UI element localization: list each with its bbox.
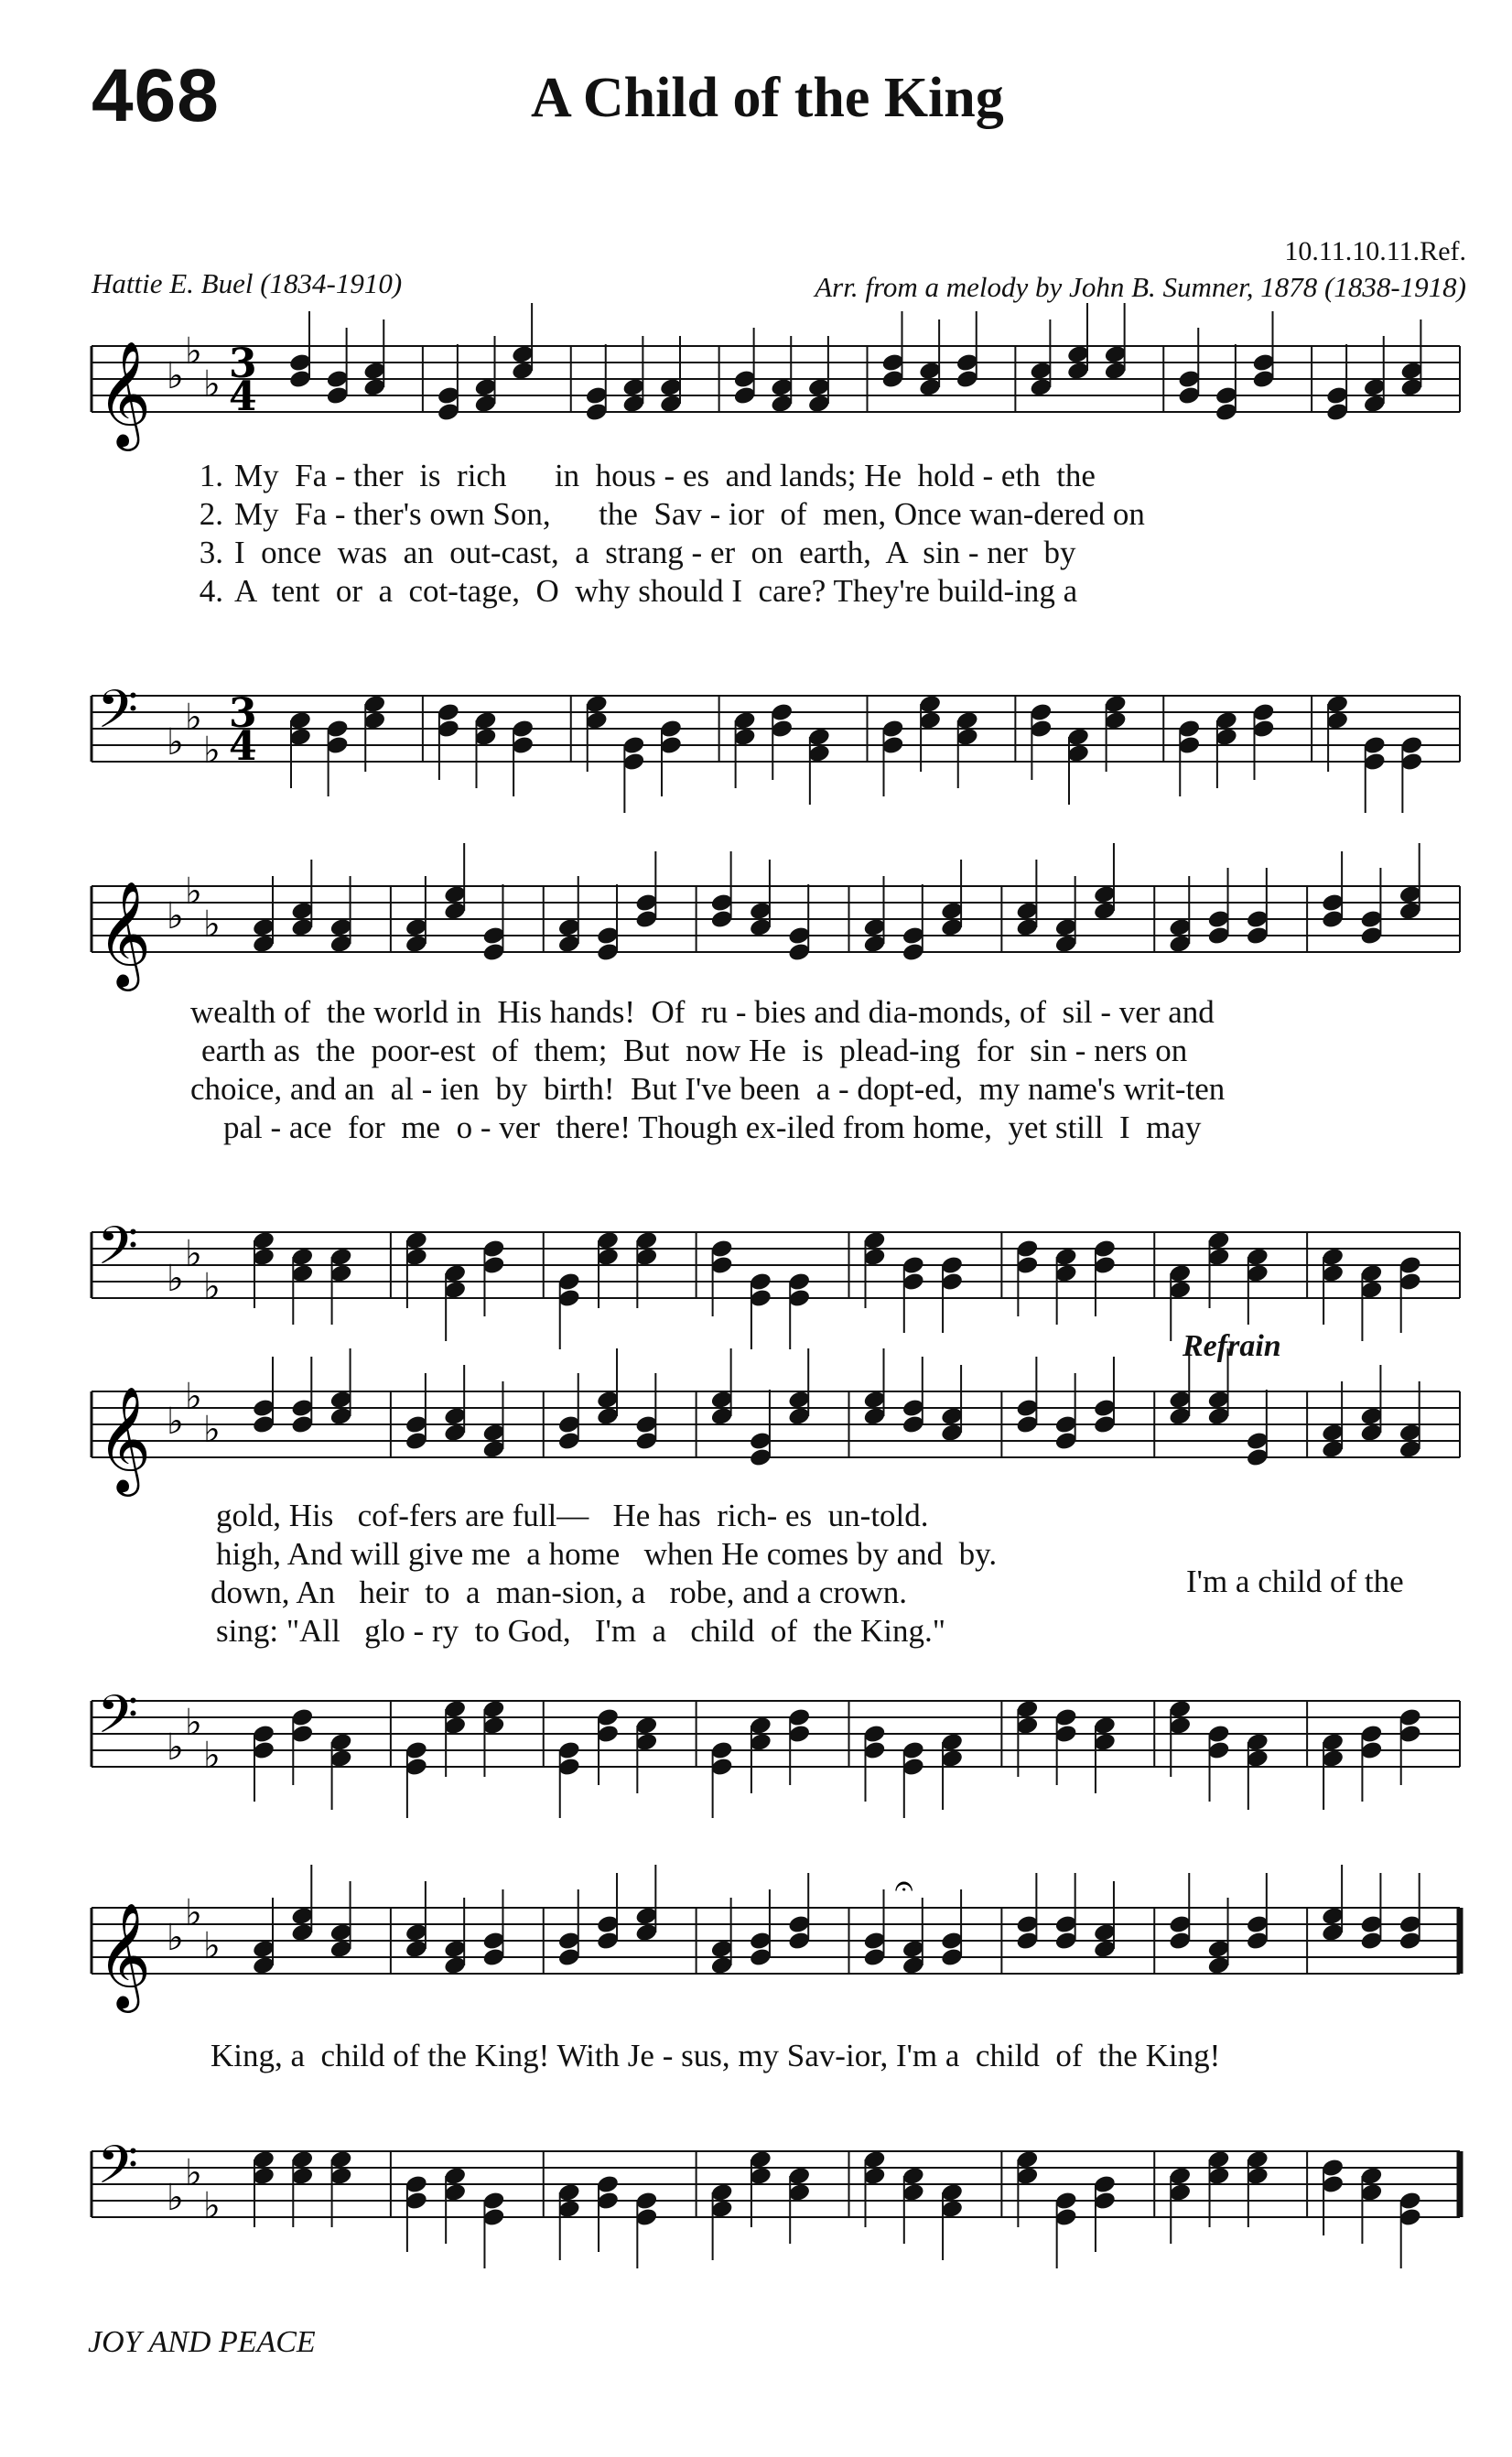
flat-icon: ♭ — [203, 1925, 221, 1967]
arranger-credit: Arr. from a melody by John B. Sumner, 1878 (1838-1918) — [815, 271, 1466, 303]
flat-icon: ♭ — [185, 2152, 202, 2194]
meter: 10.11.10.11.Ref. — [1284, 236, 1466, 266]
treble-clef-icon: 𝄞 — [97, 1901, 152, 2008]
verse-4-line: sing: "All glo - ry to God, I'm a child of the King." — [216, 1613, 946, 1649]
flat-icon: ♭ — [203, 904, 221, 946]
flat-icon: ♭ — [203, 1735, 221, 1777]
time-signature-bottom: 4 — [229, 723, 257, 771]
flat-icon: ♭ — [167, 1401, 184, 1443]
verse-3-line: 3. I once was an out-cast, a strang - er on earth, A sin - ner by — [199, 535, 1076, 570]
flat-icon: ♭ — [203, 2185, 221, 2227]
treble-staff-1 — [0, 328, 1512, 447]
flat-icon: ♭ — [167, 355, 184, 397]
bass-clef-icon: 𝄢 — [97, 2134, 139, 2209]
flat-icon: ♭ — [185, 330, 202, 373]
hymn-number: 468 — [92, 54, 220, 137]
category-label: JOY AND PEACE — [88, 2325, 316, 2359]
treble-clef-icon: 𝄞 — [97, 880, 152, 987]
verse-1-line: 1. My Fa - ther is rich in hous - es and lands; He hold - eth the — [199, 458, 1096, 493]
refrain-lyric-start: I'm a child of the — [1186, 1564, 1404, 1599]
flat-icon: ♭ — [185, 1233, 202, 1275]
treble-staff-2 — [0, 868, 1512, 987]
time-signature-top: 3 — [229, 341, 257, 388]
refrain-label: Refrain — [1183, 1329, 1281, 1363]
treble-staff-4 — [0, 1867, 1512, 2008]
verse-4-line: 4. A tent or a cot-tage, O why should I care? They're build-ing a — [199, 573, 1078, 609]
flat-icon: ♭ — [185, 871, 202, 913]
fermata-icon: 𝄐 — [894, 1867, 913, 1905]
verse-2-line: earth as the poor-est of them; But now He is plead-ing for sin - ners on — [201, 1033, 1188, 1068]
flat-icon: ♭ — [167, 1917, 184, 1959]
flat-icon: ♭ — [203, 363, 221, 406]
flat-icon: ♭ — [167, 1726, 184, 1769]
treble-staff-3 — [0, 1373, 1512, 1492]
author-credit: Hattie E. Buel (1834-1910) — [92, 267, 403, 299]
verse-3-line: down, An heir to a man-sion, a robe, and a crown. — [211, 1575, 908, 1610]
verse-1-line: gold, His cof-fers are full— He has rich- es un-told. — [216, 1498, 929, 1533]
verse-3-line: choice, and an al - ien by birth! But I've been a - dopt-ed, my name's writ-ten — [190, 1071, 1226, 1107]
flat-icon: ♭ — [185, 1892, 202, 1934]
flat-icon: ♭ — [203, 1266, 221, 1308]
flat-icon: ♭ — [167, 895, 184, 937]
time-signature-top: 3 — [229, 690, 257, 738]
bass-staff-3 — [0, 1683, 1512, 1792]
flat-icon: ♭ — [167, 2177, 184, 2219]
bass-staff-2 — [0, 1214, 1512, 1324]
verse-2-line: high, And will give me a home when He comes by and by. — [216, 1536, 998, 1572]
flat-icon: ♭ — [185, 1376, 202, 1418]
flat-icon: ♭ — [203, 1409, 221, 1451]
verse-2-line: 2. My Fa - ther's own Son, the Sav - ior of men, Once wan-dered on — [199, 496, 1145, 532]
flat-icon: ♭ — [185, 1702, 202, 1744]
bass-clef-icon: 𝄢 — [97, 1683, 139, 1759]
lyrics-system-1 — [0, 458, 1512, 613]
bass-clef-icon: 𝄢 — [97, 678, 139, 753]
flat-icon: ♭ — [167, 1258, 184, 1300]
verse-4-line: pal - ace for me o - ver there! Though ex-iled from home, yet still I may — [223, 1109, 1202, 1145]
treble-clef-icon: 𝄞 — [97, 340, 152, 447]
lyrics-system-2 — [0, 994, 1512, 1150]
verse-1-line: wealth of the world in His hands! Of ru - bies and dia-monds, of sil - ver and — [190, 994, 1215, 1030]
bass-staff-4 — [0, 2133, 1512, 2243]
treble-clef-icon: 𝄞 — [97, 1385, 152, 1492]
flat-icon: ♭ — [185, 697, 202, 739]
hymn-title: A Child of the King — [531, 67, 1004, 129]
refrain-lyric: King, a child of the King! With Je - sus, my Sav-ior, I'm a child of the King! — [211, 2038, 1221, 2073]
bass-clef-icon: 𝄢 — [97, 1215, 139, 1290]
time-signature-bottom: 4 — [229, 373, 257, 421]
bass-staff-1 — [0, 677, 1512, 787]
flat-icon: ♭ — [167, 721, 184, 763]
flat-icon: ♭ — [203, 730, 221, 772]
